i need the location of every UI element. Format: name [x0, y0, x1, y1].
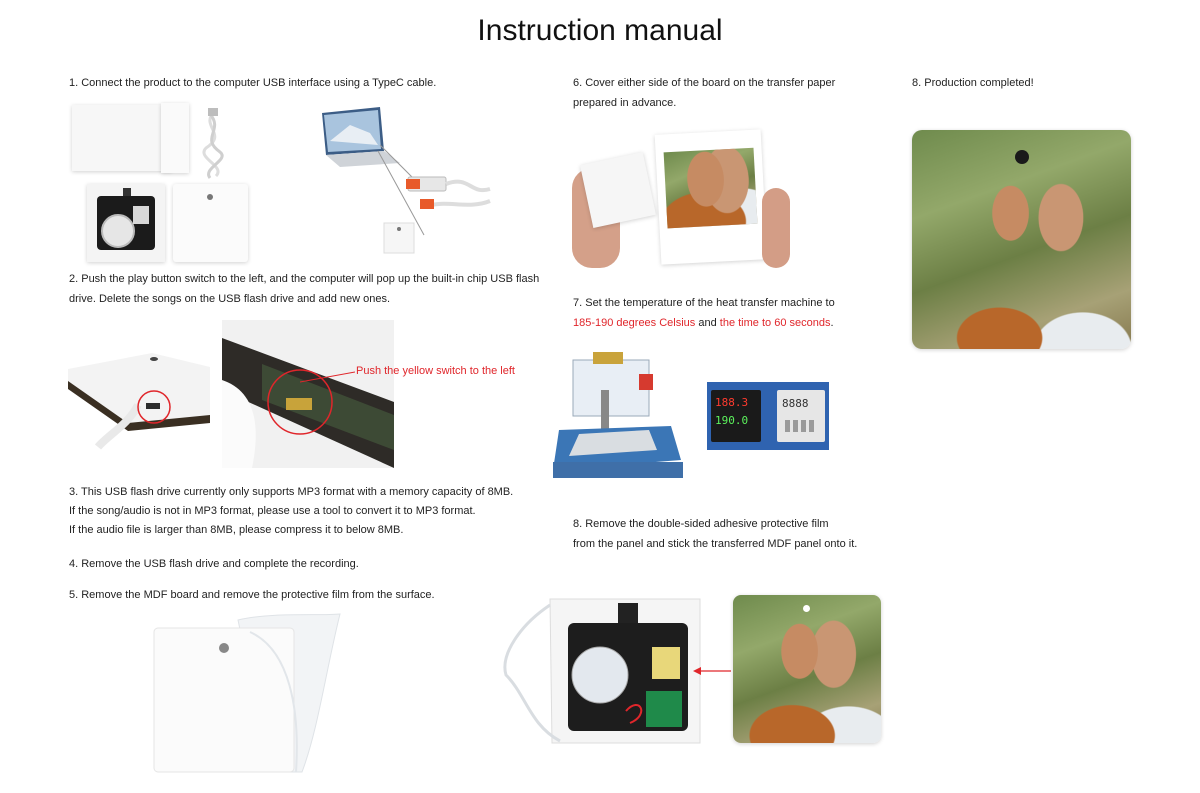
step-8a-text-line1: 8. Remove the double-sided adhesive protective film	[573, 518, 829, 530]
completed-product-photo	[912, 130, 1131, 349]
peel-film-image	[150, 610, 345, 775]
controller-display-top: 188.3	[715, 396, 749, 409]
time-highlight: the time to 60 seconds	[719, 317, 831, 329]
step-5-text: 5. Remove the MDF board and remove the protective film from the surface.	[69, 589, 435, 601]
step-8b-text: 8. Production completed!	[912, 77, 1034, 89]
board-front-image	[173, 184, 248, 262]
step-3-text-line1: 3. This USB flash drive currently only supports MP3 format with a memory capacity of 8MB.	[69, 486, 514, 498]
heat-press-image	[553, 350, 683, 478]
step-1-box-image	[69, 100, 269, 175]
switch-closeup-image	[222, 320, 394, 468]
board-back-image	[87, 184, 165, 262]
laptop-connection-image	[320, 105, 500, 265]
step-6-text-line2: prepared in advance.	[573, 97, 677, 109]
step-1-text: 1. Connect the product to the computer USB interface using a TypeC cable.	[69, 77, 437, 89]
panel-assembly-image	[500, 595, 705, 747]
assembly-arrow-icon	[693, 663, 731, 673]
temperature-controller-image	[707, 382, 829, 450]
callout-arrow	[300, 368, 355, 384]
transfer-paper-image	[572, 128, 792, 270]
step-8a-text-line2: from the panel and stick the transferred MDF panel onto it.	[573, 538, 858, 550]
step-2-text-line1: 2. Push the play button switch to the left, and the computer will pop up the built-in chip USB flash	[69, 273, 540, 285]
timer-display: 8888	[782, 397, 809, 410]
step-7-and: and	[695, 317, 720, 329]
step-6-text-line1: 6. Cover either side of the board on the transfer paper	[573, 77, 836, 89]
step-7-text-line2	[573, 314, 834, 333]
usb-cable-image	[196, 108, 232, 180]
temperature-highlight: 185-190 degrees Celsius	[573, 317, 696, 329]
page-title: Instruction manual	[477, 14, 723, 47]
step-7-text-line1: 7. Set the temperature of the heat transfer machine to	[573, 297, 835, 309]
step-2-text-line2: drive. Delete the songs on the USB flash drive and add new ones.	[69, 293, 391, 305]
switch-side-view-image	[68, 345, 213, 450]
step-3-text-line2: If the song/audio is not in MP3 format, please use a tool to convert it to MP3 format.	[69, 505, 476, 517]
step-3-text-line3: If the audio file is larger than 8MB, please compress it to below 8MB.	[69, 524, 404, 536]
step-4-text: 4. Remove the USB flash drive and complete the recording.	[69, 558, 359, 570]
controller-display-bottom: 190.0	[715, 414, 749, 427]
step-7-period: .	[830, 317, 834, 329]
finished-panel-photo	[733, 595, 881, 743]
switch-callout-label: Push the yellow switch to the left	[356, 365, 515, 377]
